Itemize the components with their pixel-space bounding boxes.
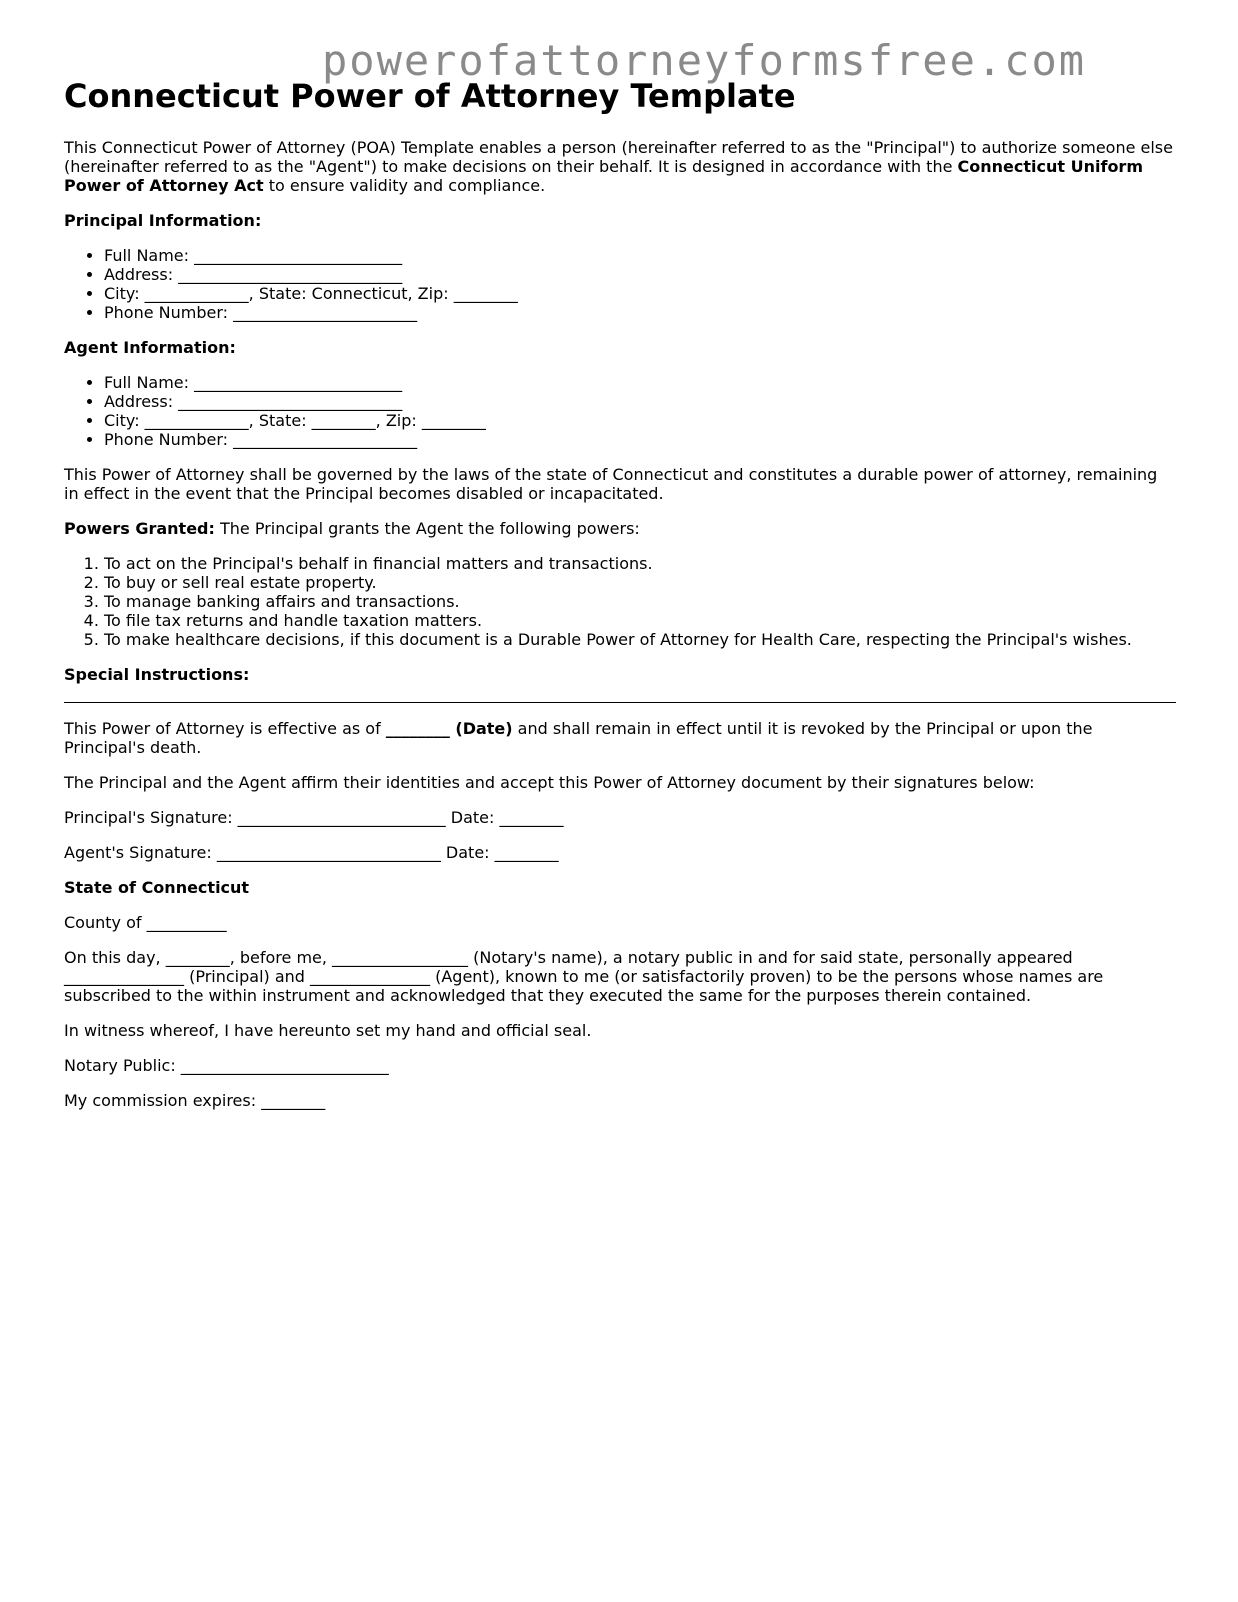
effective-text-before: This Power of Attorney is effective as of [64, 719, 386, 738]
agent-city-state-zip: • City: _____________, State: ________, Zip: ________ [104, 411, 1176, 430]
powers-list [64, 554, 1176, 649]
power-item: 5. To make healthcare decisions, if this document is a Durable Power of Attorney for Health Care, respecting the Principal's wishes. [104, 630, 1176, 649]
powers-granted-text: The Principal grants the Agent the following powers: [214, 519, 640, 538]
principal-city-state-zip: • City: _____________, State: Connecticut, Zip: ________ [104, 284, 1176, 303]
special-instructions-heading: Special Instructions: [64, 665, 250, 684]
powers-granted-label: Powers Granted: [64, 519, 215, 538]
agent-heading: Agent Information: [64, 338, 236, 357]
principal-info-list [64, 246, 1176, 322]
document-title: Connecticut Power of Attorney Template [64, 77, 796, 115]
power-item: 1. To act on the Principal's behalf in financial matters and transactions. [104, 554, 1176, 573]
principal-full-name: • Full Name: __________________________ [104, 246, 1176, 265]
governing-law-paragraph: This Power of Attorney shall be governed by the laws of the state of Connecticut and constitutes a durable power of attorney, remaining in effect in the event that the Principal becomes disabled or incapacitated. [64, 465, 1158, 503]
principal-address: • Address: ____________________________ [104, 265, 1176, 284]
principal-heading: Principal Information: [64, 211, 262, 230]
agent-phone: • Phone Number: _______________________ [104, 430, 1176, 449]
act-name: Connecticut Uniform Power of Attorney Act [64, 157, 1143, 195]
notary-state-heading: State of Connecticut [64, 878, 250, 897]
effective-date-blank: ________ (Date) [385, 719, 513, 738]
notary-statement: On this day, ________, before me, _________________ (Notary's name), a notary public in and for said state, personally appeared _______________ (Principal) and _______________ (Agent), known to me (or satisfactorily proven) to be the persons whose names are subscribed to the within instrument and acknowledged that they executed the same for the purposes therein contained. [64, 948, 1104, 1005]
power-item: 4. To file tax returns and handle taxation matters. [104, 611, 1176, 630]
watermark: powerofattorneyformsfree.com [322, 36, 1087, 85]
intro-text-after: to ensure validity and compliance. [263, 176, 546, 195]
commission-expires-line: My commission expires: ________ [64, 1091, 326, 1110]
affirm-paragraph: The Principal and the Agent affirm their identities and accept this Power of Attorney document by their signatures below: [64, 773, 1035, 792]
agent-address: • Address: ____________________________ [104, 392, 1176, 411]
powers-granted-paragraph [64, 519, 1176, 538]
power-item: 3. To manage banking affairs and transactions. [104, 592, 1176, 611]
intro-text-before: This Connecticut Power of Attorney (POA) Template enables a person (hereinafter referred to as the "Principal") to authorize someone else (hereinafter referred to as the "Agent") to make decisions on their behalf. It is designed in accordance with the [64, 138, 1173, 176]
document-page [64, 0, 1176, 1110]
special-instructions-line [64, 702, 1176, 703]
agent-full-name: • Full Name: __________________________ [104, 373, 1176, 392]
intro-paragraph [64, 138, 1176, 195]
county-line: County of __________ [64, 913, 227, 932]
principal-signature-line: Principal's Signature: __________________________ Date: ________ [64, 808, 564, 827]
principal-phone: • Phone Number: _______________________ [104, 303, 1176, 322]
witness-statement: In witness whereof, I have hereunto set my hand and official seal. [64, 1021, 592, 1040]
power-item: 2. To buy or sell real estate property. [104, 573, 1176, 592]
agent-signature-line: Agent's Signature: ____________________________ Date: ________ [64, 843, 559, 862]
effective-text-after: and shall remain in effect until it is revoked by the Principal or upon the Principal's death. [64, 719, 1093, 757]
agent-info-list [64, 373, 1176, 449]
effective-date-paragraph [64, 719, 1176, 757]
notary-public-line: Notary Public: __________________________ [64, 1056, 389, 1075]
